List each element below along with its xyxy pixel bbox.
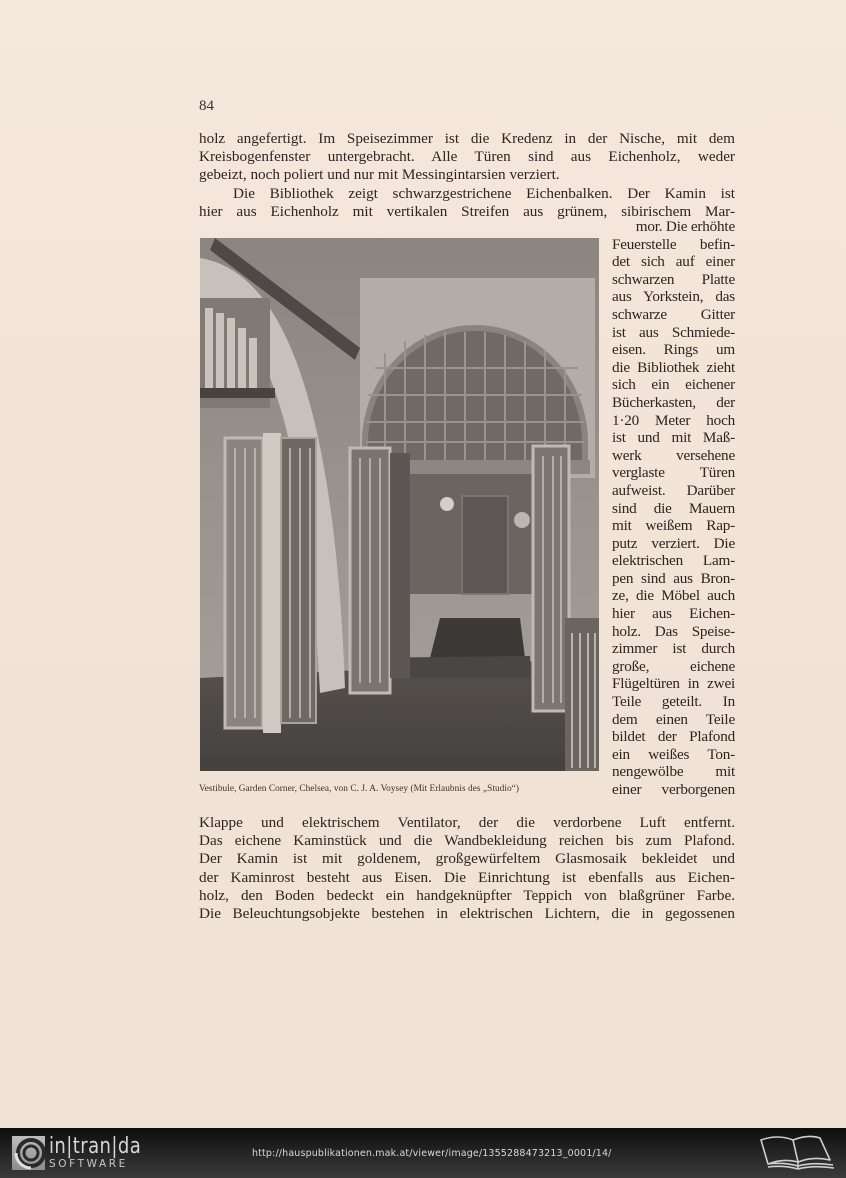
text-line: dem einen Teile bbox=[612, 710, 735, 728]
text-line: Kreisbogenfenster untergebracht. Alle Türen sind aus Eichenholz, weder bbox=[199, 148, 735, 166]
vestibule-photograph bbox=[200, 238, 599, 771]
text-line: sich ein eichener bbox=[612, 376, 735, 394]
text-line: einer verborgenen bbox=[612, 781, 735, 798]
text-line: Feuerstelle befin- bbox=[612, 235, 735, 253]
text-line: werk versehene bbox=[612, 446, 735, 464]
text-line: zimmer ist durch bbox=[612, 640, 735, 658]
text-line: mit weißem Rap- bbox=[612, 517, 735, 535]
text-line: schwarzen Platte bbox=[612, 270, 735, 288]
text-line: verglaste Türen bbox=[612, 464, 735, 482]
viewer-footer bbox=[0, 1128, 846, 1178]
open-book-icon[interactable] bbox=[758, 1132, 836, 1176]
text-line: putz verziert. Die bbox=[612, 534, 735, 552]
text-line: Flügeltüren in zwei bbox=[612, 675, 735, 693]
photo-illustration bbox=[200, 238, 599, 771]
logo-text bbox=[49, 1136, 161, 1170]
text-line: der Kaminrost besteht aus Eisen. Die Einrichtung ist ebenfalls aus Eichen- bbox=[199, 868, 735, 886]
text-line: die Bibliothek zieht bbox=[612, 358, 735, 376]
text-line: hier aus Eichen- bbox=[612, 605, 735, 623]
text-line: holz, den Boden bedeckt ein handgeknüpfter Teppich von blaßgrüner Farbe. bbox=[199, 886, 735, 904]
logo-subtitle: SOFTWARE bbox=[49, 1158, 128, 1171]
logo-name: in|tran|da bbox=[49, 1134, 142, 1160]
figure-caption: Vestibule, Garden Corner, Chelsea, von C. J. A. Voysey (Mit Erlaubnis des „Studio“) bbox=[199, 784, 520, 794]
page-number: 84 bbox=[199, 98, 214, 114]
text-line: ist und mit Maß- bbox=[612, 429, 735, 447]
text-line: Die Bibliothek zeigt schwarzgestrichene Eichenbalken. Der Kamin ist bbox=[233, 184, 735, 202]
text-line: aufweist. Darüber bbox=[612, 481, 735, 499]
text-line: det sich auf einer bbox=[612, 253, 735, 271]
text-line: ze, die Möbel auch bbox=[612, 587, 735, 605]
text-line: Bücherkasten, der bbox=[612, 393, 735, 411]
text-line: bildet der Plafond bbox=[612, 728, 735, 746]
text-line: 1·20 Meter hoch bbox=[612, 411, 735, 429]
text-line: holz angefertigt. Im Speisezimmer ist die Kredenz in der Nische, mit dem bbox=[199, 130, 735, 147]
text-line: gebeizt, noch poliert und nur mit Messingintarsien verziert. bbox=[199, 166, 560, 184]
page-url-link[interactable]: http://hauspublikationen.mak.at/viewer/image/1355288473213_0001/14/ bbox=[252, 1148, 612, 1159]
paragraph-1 bbox=[199, 130, 735, 185]
paragraph-3 bbox=[199, 814, 735, 923]
text-line: pen sind aus Bron- bbox=[612, 569, 735, 587]
text-line: Die Beleuchtungsobjekte bestehen in elektrischen Lichtern, die in gegossenen bbox=[199, 905, 735, 923]
paragraph-2 bbox=[199, 185, 735, 221]
intranda-logo[interactable] bbox=[12, 1133, 161, 1173]
text-line: aus Yorkstein, das bbox=[612, 288, 735, 306]
top-text-block bbox=[199, 130, 735, 221]
side-text-column bbox=[612, 218, 735, 799]
text-line: hier aus Eichenholz mit vertikalen Streifen aus grünem, sibirischem Mar- bbox=[199, 202, 735, 220]
text-line: Klappe und elektrischem Ventilator, der die verdorbene Luft entfernt. bbox=[199, 814, 735, 831]
text-line: ein weißes Ton- bbox=[612, 745, 735, 763]
bottom-text-block bbox=[199, 814, 735, 923]
text-line: ist aus Schmiede- bbox=[612, 323, 735, 341]
text-line: sind die Mauern bbox=[612, 499, 735, 517]
intranda-logo-icon bbox=[12, 1136, 45, 1170]
text-line: mor. Die erhöhte bbox=[635, 218, 735, 235]
text-line: Teile geteilt. In bbox=[612, 693, 735, 711]
text-line: elektrischen Lam- bbox=[612, 552, 735, 570]
text-line: Der Kamin ist mit goldenem, großgewürfeltem Glasmosaik bekleidet und bbox=[199, 850, 735, 868]
text-line: schwarze Gitter bbox=[612, 305, 735, 323]
text-line: holz. Das Speise- bbox=[612, 622, 735, 640]
text-line: Das eichene Kaminstück und die Wandbekleidung reichen bis zum Plafond. bbox=[199, 832, 735, 850]
text-line: nengewölbe mit bbox=[612, 763, 735, 781]
text-line: große, eichene bbox=[612, 657, 735, 675]
text-line: eisen. Rings um bbox=[612, 341, 735, 359]
